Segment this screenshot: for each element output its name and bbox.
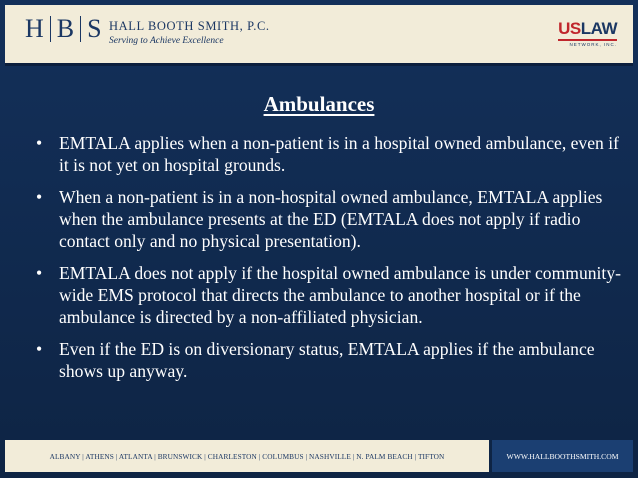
uslaw-logo [558,20,617,47]
uslaw-subtitle: NETWORK, INC. [569,42,617,47]
firm-tagline: Serving to Achieve Excellence [109,36,224,46]
office-cities: ALBANY | ATHENS | ATLANTA | BRUNSWICK | CHARLESTON | COLUMBUS | NASHVILLE | N. PALM BEACH | TIFTON [49,451,445,461]
bullet-item [36,132,622,176]
website-link[interactable]: WWW.HALLBOOTHSMITH.COM [506,451,619,461]
bullet-text: Even if the ED is on diversionary status, EMTALA applies if the ambulance shows up anyway. [59,339,595,381]
uslaw-law: LAW [580,19,617,38]
bullet-list [36,132,622,392]
uslaw-swoosh-icon [558,39,617,41]
bullet-dot-icon: • [36,133,43,153]
footer-website-bar [492,440,633,472]
bullet-item [36,262,622,328]
logo-letter-s: S [87,14,102,43]
hbs-logo [25,14,102,44]
bullet-text: When a non-patient is in a non-hospital owned ambulance, EMTALA applies when the ambulance presents at the ED (EMTALA does not apply if radio contact only and no physical presentation). [59,187,603,251]
bullet-item [36,338,622,382]
bullet-dot-icon: • [36,263,43,283]
logo-divider [50,16,51,42]
logo-letter-b: B [56,14,75,43]
uslaw-us: US [558,19,581,38]
uslaw-wordmark [558,20,617,37]
logo-letter-h: H [25,14,44,43]
logo-divider [80,16,81,42]
header-banner [5,5,633,66]
slide-title: Ambulances [263,92,375,116]
bullet-dot-icon: • [36,187,43,207]
firm-name: HALL BOOTH SMITH, P.C. [109,19,270,33]
bullet-text: EMTALA does not apply if the hospital owned ambulance is under community-wide EMS protocol that directs the ambulance to another hospital or if the ambulance is directed by a non-affiliated physician. [59,263,621,327]
footer-cities-bar [5,440,489,472]
bullet-dot-icon: • [36,339,43,359]
firm-block [109,19,270,46]
bullet-item [36,186,622,252]
bullet-text: EMTALA applies when a non-patient is in a hospital owned ambulance, even if it is not yet on hospital grounds. [59,133,619,175]
